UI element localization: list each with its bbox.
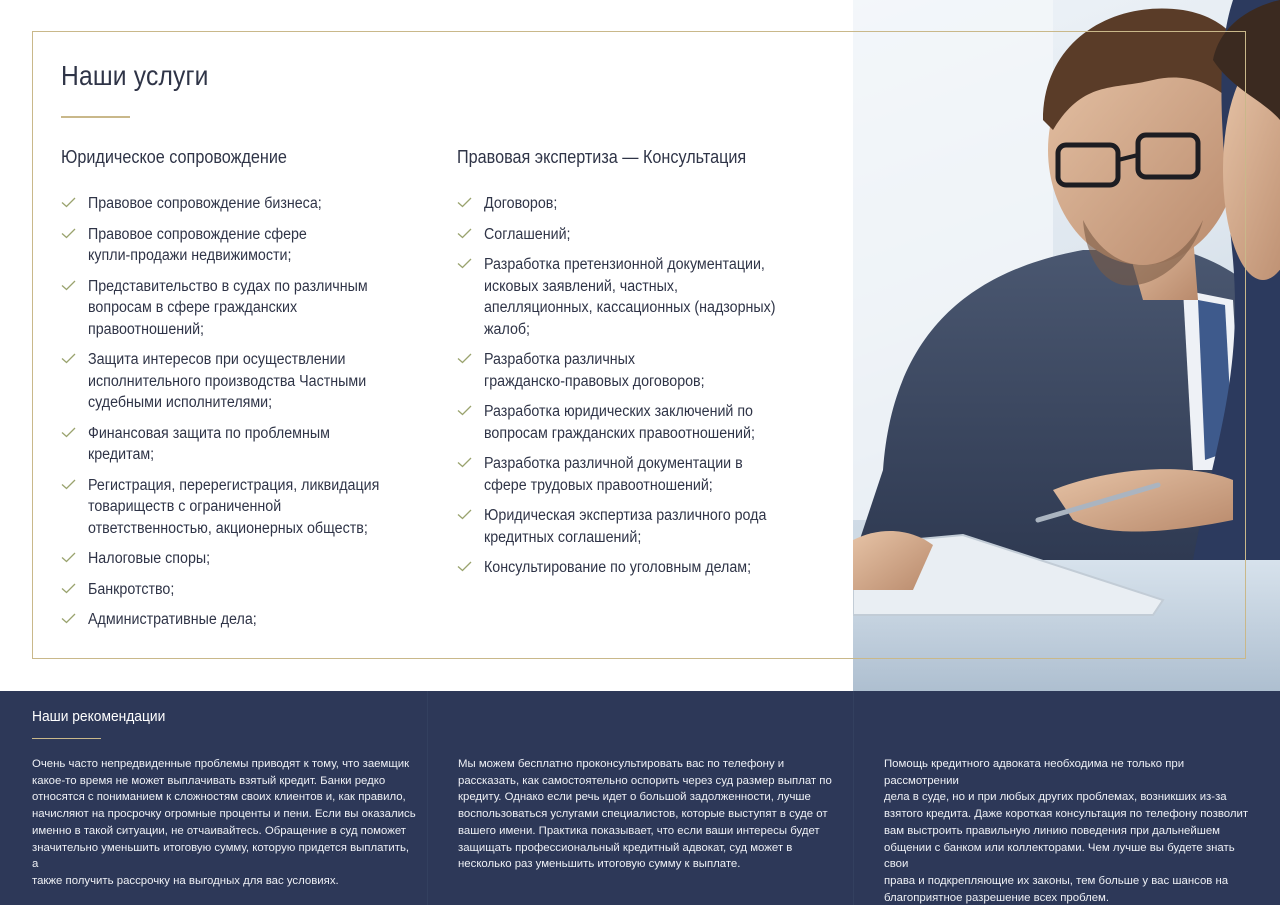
- list-item: [61, 475, 431, 540]
- photo-illustration: [853, 0, 1280, 691]
- list-item: [457, 254, 837, 340]
- list-item: [457, 557, 837, 579]
- list-item-text: Правовое сопровождение сфере купли-продажи недвижимости;: [88, 225, 307, 264]
- checkmark-icon: [457, 228, 472, 239]
- checkmark-icon: [61, 613, 76, 624]
- list-item-text: Соглашений;: [484, 225, 571, 243]
- checkmark-icon: [61, 228, 76, 239]
- list-item-text: Разработка различной документации в сфере трудовых правоотношений;: [484, 455, 743, 494]
- list-item-text: Банкротство;: [88, 580, 175, 598]
- list-item: [457, 453, 837, 496]
- checkmark-icon: [457, 509, 472, 520]
- expertise-list: [457, 193, 837, 588]
- recommendations-section: [0, 691, 1280, 905]
- list-item-text: Правовое сопровождение бизнеса;: [88, 195, 322, 212]
- list-item: [61, 579, 431, 601]
- business-meeting-photo: [853, 0, 1280, 691]
- recommendation-paragraph: Мы можем бесплатно проконсультировать вас по телефону и рассказать, как самостоятельно оспорить через суд размер выплат по кредиту. Однако если речь идет о большой задолженности, лучше воспользоваться услугами специалистов, которые выступят в суде от вашего имени. Практика показывает, что если ваши интересы будет защищать профессиональный кредитный адвокат, суд может в несколько раз уменьшить итоговую сумму к выплате.: [458, 758, 832, 871]
- list-item-text: Разработка различных гражданско-правовых договоров;: [484, 351, 705, 390]
- list-item-text: Финансовая защита по проблемным кредитам;: [88, 424, 330, 463]
- title-underline: [61, 116, 130, 118]
- list-item: [61, 224, 431, 267]
- column-heading-expertise: Правовая экспертиза — Консультация: [457, 147, 747, 167]
- checkmark-icon: [457, 353, 472, 364]
- checkmark-icon: [61, 583, 76, 594]
- list-item: [61, 609, 431, 631]
- list-item: [457, 349, 837, 392]
- list-item-text: Разработка претензионной документации, исковых заявлений, частных, апелляционных, кассационных (надзорных) жалоб;: [484, 256, 776, 338]
- checkmark-icon: [457, 258, 472, 269]
- checkmark-icon: [61, 552, 76, 563]
- checkmark-icon: [61, 280, 76, 291]
- column-heading-legal-support: Юридическое сопровождение: [61, 147, 287, 167]
- page-title: Наши услуги: [61, 60, 209, 91]
- checkmark-icon: [61, 353, 76, 364]
- recommendation-paragraph: Помощь кредитного адвоката необходима не только при рассмотрении дела в суде, но и при любых других проблемах, возникших из-за взятого кредита. Даже короткая консультация по телефону позволит вам выстроить правильную линию поведения при дальнейшем общении с банком или коллекторами. Чем лучше вы будете знать свои права и подкрепляющие их законы, тем больше у вас шансов на благоприятное разрешение всех проблем.: [884, 758, 1249, 904]
- list-item-text: Разработка юридических заключений по вопросам гражданских правоотношений;: [484, 403, 755, 442]
- list-item: [457, 505, 837, 548]
- list-item-text: Защита интересов при осуществлении исполнительного производства Частными судебными исполнителями;: [88, 351, 367, 411]
- list-item-text: Регистрация, перерегистрация, ликвидация товариществ с ограниченной ответственностью, акционерных обществ;: [88, 476, 380, 537]
- checkmark-icon: [61, 197, 76, 208]
- list-item-text: Налоговые споры;: [88, 550, 211, 567]
- list-item-text: Представительство в судах по различным вопросам в сфере гражданских правоотношений;: [88, 277, 368, 338]
- list-item: [61, 423, 431, 466]
- recommendations-underline: [32, 738, 101, 739]
- checkmark-icon: [457, 405, 472, 416]
- panel-divider: [853, 691, 854, 905]
- checkmark-icon: [457, 561, 472, 572]
- list-item-text: Юридическая экспертиза различного рода кредитных соглашений;: [484, 507, 767, 546]
- list-item-text: Консультирование по уголовным делам;: [484, 559, 752, 576]
- panel-divider: [427, 691, 428, 905]
- list-item: [457, 401, 837, 444]
- recommendations-title: Наши рекомендации: [32, 708, 166, 725]
- checkmark-icon: [61, 479, 76, 490]
- list-item-text: Административные дела;: [88, 611, 257, 628]
- list-item-text: Договоров;: [484, 195, 558, 212]
- legal-support-list: [61, 193, 431, 640]
- list-item: [61, 548, 431, 570]
- list-item: [457, 224, 837, 246]
- list-item: [61, 276, 431, 341]
- checkmark-icon: [457, 457, 472, 468]
- checkmark-icon: [457, 197, 472, 208]
- list-item: [61, 349, 431, 414]
- recommendation-paragraph: Очень часто непредвиденные проблемы приводят к тому, что заемщик какое-то время не может выплачивать взятый кредит. Банки редко относятся с пониманием к сложностям своих клиентов и, как правило, начисляют на просрочку огромные проценты и пени. Если вы оказались именно в такой ситуации, не отчаивайтесь. Обращение в суд поможет значительно уменьшить итоговую сумму, которую придется выплатить, а также получить рассрочку на выгодных для вас условиях.: [32, 758, 416, 887]
- checkmark-icon: [61, 427, 76, 438]
- list-item: [457, 193, 837, 215]
- list-item: [61, 193, 431, 215]
